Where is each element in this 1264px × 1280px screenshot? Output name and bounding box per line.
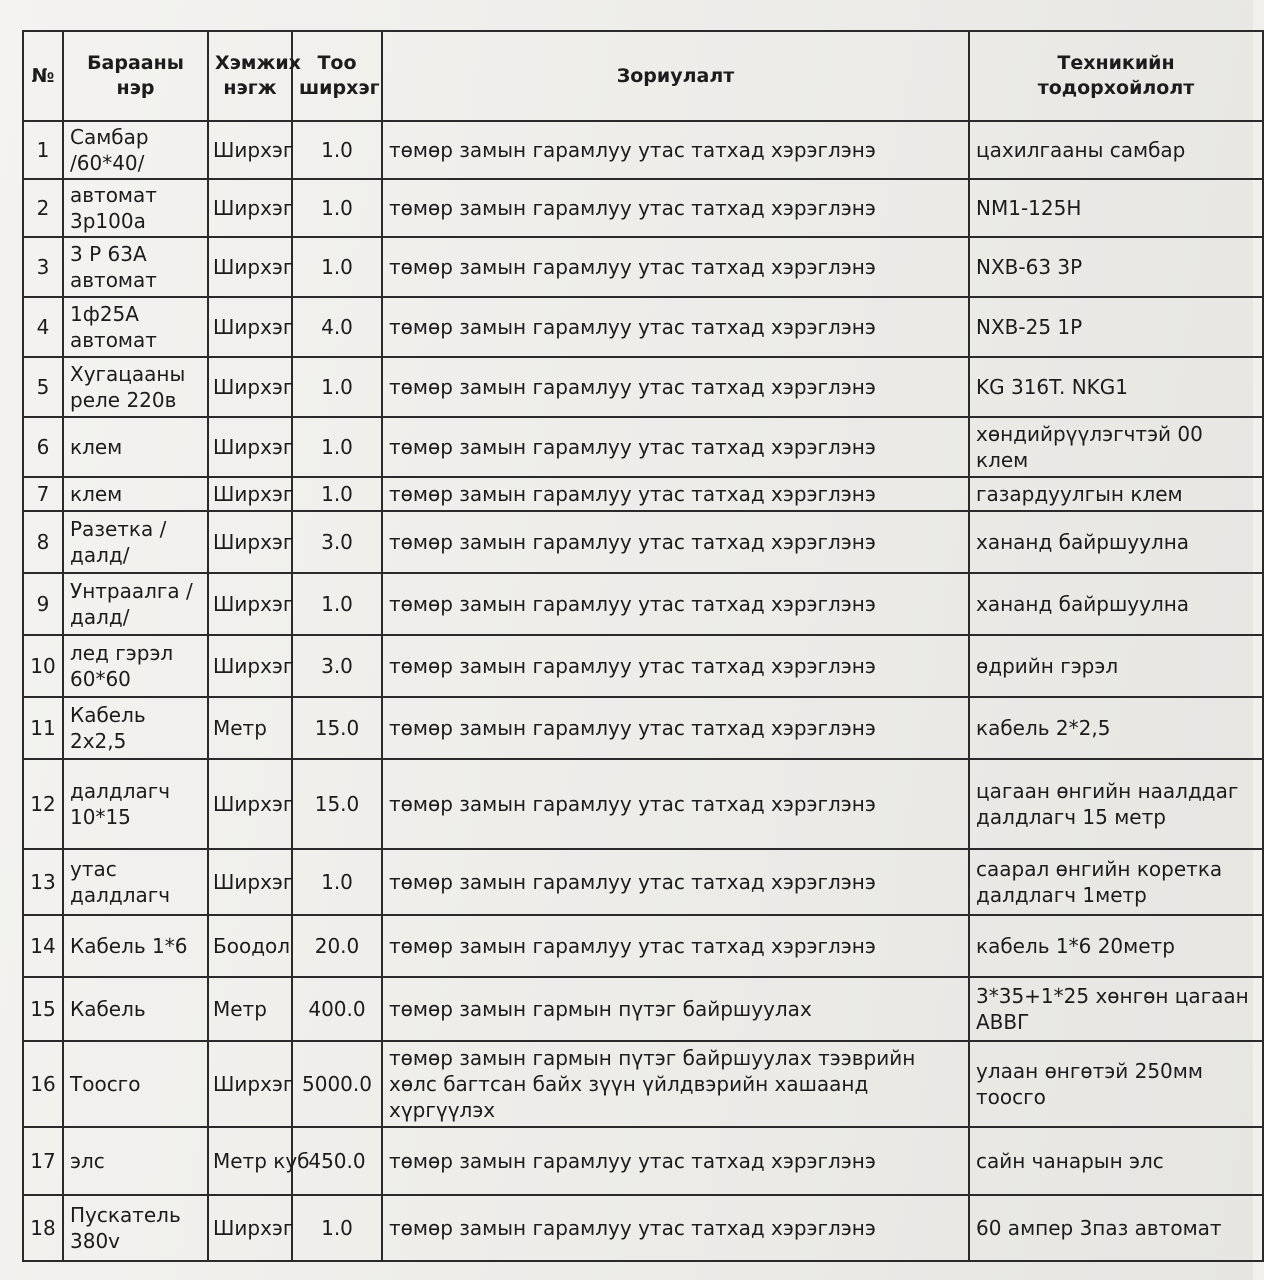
cell-spec: 3*35+1*25 хөнгөн цагаан АВВГ xyxy=(969,977,1263,1041)
table-row xyxy=(23,297,1263,357)
cell-qty: 1.0 xyxy=(292,1195,382,1261)
cell-qty: 3.0 xyxy=(292,635,382,697)
cell-qty: 1.0 xyxy=(292,179,382,237)
table-row xyxy=(23,477,1263,511)
table-row xyxy=(23,357,1263,417)
table-row xyxy=(23,915,1263,977)
cell-unit: Ширхэг xyxy=(208,237,292,297)
cell-qty: 4.0 xyxy=(292,297,382,357)
cell-no: 14 xyxy=(23,915,63,977)
table-row xyxy=(23,977,1263,1041)
cell-no: 4 xyxy=(23,297,63,357)
table-row xyxy=(23,237,1263,297)
cell-no: 11 xyxy=(23,697,63,759)
cell-unit: Ширхэг xyxy=(208,121,292,179)
cell-name: элс xyxy=(63,1127,208,1195)
cell-qty: 450.0 xyxy=(292,1127,382,1195)
table-row xyxy=(23,573,1263,635)
table-row xyxy=(23,417,1263,477)
cell-spec: NXB-63 3P xyxy=(969,237,1263,297)
cell-no: 18 xyxy=(23,1195,63,1261)
header-qty: Тоо ширхэг xyxy=(292,31,382,121)
cell-unit: Ширхэг xyxy=(208,511,292,573)
cell-unit: Ширхэг xyxy=(208,477,292,511)
cell-spec: хөндийрүүлэгчтэй 00 клем xyxy=(969,417,1263,477)
cell-qty: 1.0 xyxy=(292,849,382,915)
cell-qty: 5000.0 xyxy=(292,1041,382,1127)
header-name: Барааны нэр xyxy=(63,31,208,121)
cell-name: Кабель xyxy=(63,977,208,1041)
items-table xyxy=(22,30,1264,1262)
cell-purpose: төмөр замын гарамлуу утас татхад хэрэглэнэ xyxy=(382,417,969,477)
cell-unit: Ширхэг xyxy=(208,1195,292,1261)
cell-no: 15 xyxy=(23,977,63,1041)
cell-no: 7 xyxy=(23,477,63,511)
cell-qty: 1.0 xyxy=(292,357,382,417)
cell-qty: 15.0 xyxy=(292,759,382,849)
cell-no: 17 xyxy=(23,1127,63,1195)
cell-unit: Ширхэг xyxy=(208,1041,292,1127)
cell-purpose: төмөр замын гарамлуу утас татхад хэрэглэнэ xyxy=(382,297,969,357)
header-unit: Хэмжих нэгж xyxy=(208,31,292,121)
header-spec: Техникийн тодорхойлолт xyxy=(969,31,1263,121)
cell-spec: NM1-125H xyxy=(969,179,1263,237)
cell-purpose: төмөр замын гармын пүтэг байршуулах тээврийн хөлс багтсан байх зүүн үйлдвэрийн хашаанд хүргүүлэх xyxy=(382,1041,969,1127)
cell-qty: 20.0 xyxy=(292,915,382,977)
cell-no: 12 xyxy=(23,759,63,849)
table-row xyxy=(23,179,1263,237)
cell-purpose: төмөр замын гарамлуу утас татхад хэрэглэнэ xyxy=(382,237,969,297)
cell-no: 8 xyxy=(23,511,63,573)
cell-unit: Ширхэг xyxy=(208,297,292,357)
cell-name: Самбар /60*40/ xyxy=(63,121,208,179)
cell-unit: Метр xyxy=(208,977,292,1041)
cell-no: 9 xyxy=(23,573,63,635)
cell-unit: Ширхэг xyxy=(208,635,292,697)
header-no: № xyxy=(23,31,63,121)
cell-name: клем xyxy=(63,477,208,511)
cell-purpose: төмөр замын гарамлуу утас татхад хэрэглэнэ xyxy=(382,1195,969,1261)
cell-purpose: төмөр замын гарамлуу утас татхад хэрэглэнэ xyxy=(382,1127,969,1195)
cell-purpose: төмөр замын гарамлуу утас татхад хэрэглэнэ xyxy=(382,121,969,179)
cell-purpose: төмөр замын гарамлуу утас татхад хэрэглэнэ xyxy=(382,759,969,849)
cell-spec: сайн чанарын элс xyxy=(969,1127,1263,1195)
cell-qty: 1.0 xyxy=(292,477,382,511)
cell-unit: Ширхэг xyxy=(208,759,292,849)
cell-purpose: төмөр замын гармын пүтэг байршуулах xyxy=(382,977,969,1041)
cell-spec: газардуулгын клем xyxy=(969,477,1263,511)
cell-purpose: төмөр замын гарамлуу утас татхад хэрэглэнэ xyxy=(382,573,969,635)
cell-no: 16 xyxy=(23,1041,63,1127)
cell-qty: 1.0 xyxy=(292,121,382,179)
cell-name: далдлагч 10*15 xyxy=(63,759,208,849)
header-purpose: Зориулалт xyxy=(382,31,969,121)
cell-spec: кабель 1*6 20метр xyxy=(969,915,1263,977)
cell-purpose: төмөр замын гарамлуу утас татхад хэрэглэнэ xyxy=(382,511,969,573)
cell-no: 1 xyxy=(23,121,63,179)
cell-purpose: төмөр замын гарамлуу утас татхад хэрэглэнэ xyxy=(382,179,969,237)
cell-name: клем xyxy=(63,417,208,477)
cell-name: Кабель 1*6 xyxy=(63,915,208,977)
cell-unit: Боодол xyxy=(208,915,292,977)
table-row xyxy=(23,635,1263,697)
cell-name: Унтраалга /далд/ xyxy=(63,573,208,635)
table-row xyxy=(23,121,1263,179)
cell-name: лед гэрэл 60*60 xyxy=(63,635,208,697)
cell-unit: Ширхэг xyxy=(208,357,292,417)
table-row xyxy=(23,849,1263,915)
cell-spec: 60 ампер 3пaз автомат xyxy=(969,1195,1263,1261)
cell-name: Тоосго xyxy=(63,1041,208,1127)
table-row xyxy=(23,697,1263,759)
table-row xyxy=(23,1195,1263,1261)
cell-unit: Метр xyxy=(208,697,292,759)
cell-name: автомат 3р100а xyxy=(63,179,208,237)
table-row xyxy=(23,1127,1263,1195)
cell-unit: Ширхэг xyxy=(208,179,292,237)
cell-spec: хананд байршуулна xyxy=(969,573,1263,635)
header-row xyxy=(23,31,1263,121)
cell-unit: Ширхэг xyxy=(208,573,292,635)
cell-qty: 1.0 xyxy=(292,237,382,297)
cell-spec: саарал өнгийн коретка далдлагч 1метр xyxy=(969,849,1263,915)
cell-spec: улаан өнгөтэй 250мм тоосго xyxy=(969,1041,1263,1127)
cell-spec: цагаан өнгийн наалддаг далдлагч 15 метр xyxy=(969,759,1263,849)
cell-name: Пускатель 380v xyxy=(63,1195,208,1261)
table-row xyxy=(23,759,1263,849)
cell-name: 1ф25А автомат xyxy=(63,297,208,357)
cell-no: 5 xyxy=(23,357,63,417)
cell-qty: 1.0 xyxy=(292,573,382,635)
cell-qty: 1.0 xyxy=(292,417,382,477)
cell-spec: өдрийн гэрэл xyxy=(969,635,1263,697)
cell-spec: NXB-25 1P xyxy=(969,297,1263,357)
cell-purpose: төмөр замын гарамлуу утас татхад хэрэглэнэ xyxy=(382,697,969,759)
cell-name: утас далдлагч xyxy=(63,849,208,915)
cell-no: 2 xyxy=(23,179,63,237)
cell-qty: 15.0 xyxy=(292,697,382,759)
cell-qty: 400.0 xyxy=(292,977,382,1041)
cell-no: 6 xyxy=(23,417,63,477)
cell-unit: Ширхэг xyxy=(208,849,292,915)
cell-name: Кабель 2х2,5 xyxy=(63,697,208,759)
table-row xyxy=(23,1041,1263,1127)
cell-name: Хугацааны реле 220в xyxy=(63,357,208,417)
cell-spec: цахилгааны самбар xyxy=(969,121,1263,179)
cell-name: Разетка /далд/ xyxy=(63,511,208,573)
cell-no: 3 xyxy=(23,237,63,297)
cell-spec: KG 316T. NKG1 xyxy=(969,357,1263,417)
cell-purpose: төмөр замын гарамлуу утас татхад хэрэглэнэ xyxy=(382,357,969,417)
cell-qty: 3.0 xyxy=(292,511,382,573)
cell-purpose: төмөр замын гарамлуу утас татхад хэрэглэнэ xyxy=(382,915,969,977)
cell-purpose: төмөр замын гарамлуу утас татхад хэрэглэнэ xyxy=(382,849,969,915)
table-row xyxy=(23,511,1263,573)
cell-no: 13 xyxy=(23,849,63,915)
cell-purpose: төмөр замын гарамлуу утас татхад хэрэглэнэ xyxy=(382,635,969,697)
cell-no: 10 xyxy=(23,635,63,697)
cell-unit: Ширхэг xyxy=(208,417,292,477)
cell-purpose: төмөр замын гарамлуу утас татхад хэрэглэнэ xyxy=(382,477,969,511)
cell-name: 3 Р 63А автомат xyxy=(63,237,208,297)
cell-spec: хананд байршуулна xyxy=(969,511,1263,573)
cell-unit: Метр куб xyxy=(208,1127,292,1195)
cell-spec: кабель 2*2,5 xyxy=(969,697,1263,759)
